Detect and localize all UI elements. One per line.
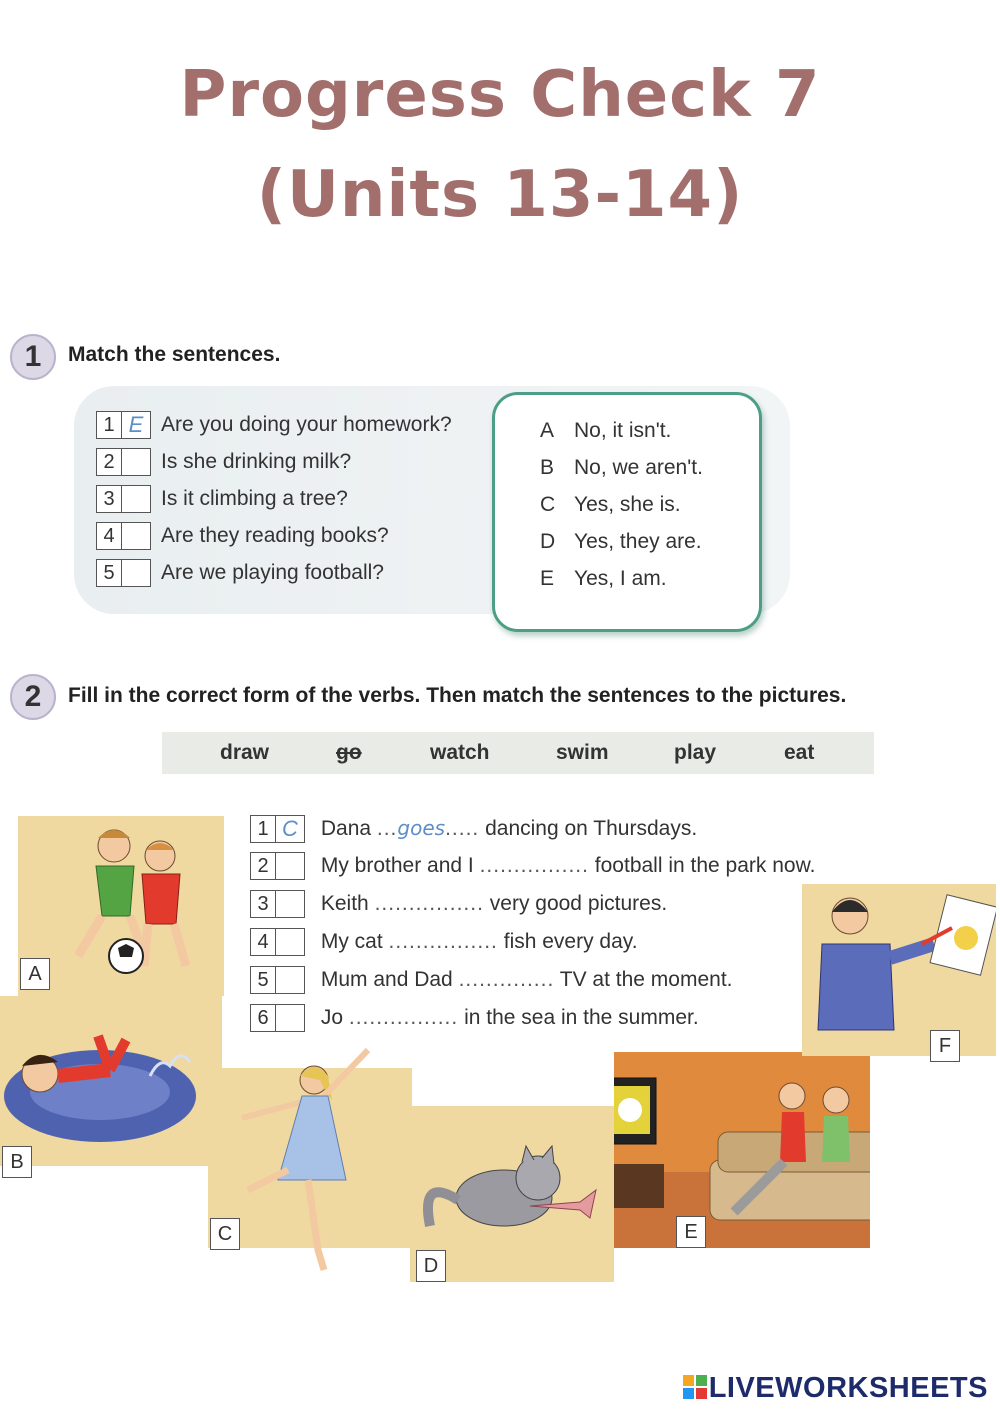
- question-text: Are you doing your homework?: [161, 413, 452, 437]
- sentence-start: My brother and I: [320, 854, 474, 878]
- answer-option: [540, 560, 703, 597]
- picture-e-tv: [614, 1052, 870, 1248]
- verb-option: watch: [430, 741, 490, 764]
- sentence-number: 1: [250, 815, 276, 843]
- exercise2-number: 2: [10, 674, 56, 720]
- answer-input[interactable]: [122, 485, 151, 513]
- verb-option: draw: [220, 741, 270, 764]
- verb-answer-input[interactable]: ................: [388, 930, 498, 953]
- verb-answer-input[interactable]: goes: [397, 816, 446, 840]
- picture-answer-input[interactable]: C: [276, 815, 305, 843]
- question-text: Are we playing football?: [161, 561, 384, 585]
- question-text: Is it climbing a tree?: [161, 487, 348, 511]
- question-number: 3: [96, 485, 122, 513]
- brand-name: LIVEWORKSHEETS: [708, 1372, 988, 1404]
- sentence-row: [250, 810, 815, 846]
- sentence-start: My cat: [320, 930, 383, 954]
- picture-b-swimming: [0, 996, 222, 1166]
- exercise2-sentences: [250, 810, 815, 1036]
- liveworksheets-brand[interactable]: [683, 1372, 988, 1405]
- exercise2-heading: Fill in the correct form of the verbs. Then match the sentences to the pictures.: [68, 684, 847, 707]
- picture-label: D: [416, 1250, 446, 1282]
- picture-f-drawing: [802, 884, 996, 1056]
- sentence-number: 6: [250, 1004, 276, 1032]
- question-row: [96, 447, 452, 477]
- answer-text: Yes, they are.: [574, 530, 702, 553]
- sentence-end: TV at the moment.: [559, 968, 733, 991]
- exercise1-number: 1: [10, 334, 56, 380]
- answer-letter: E: [540, 567, 555, 590]
- answer-text: No, it isn't.: [574, 419, 672, 442]
- picture-label: C: [210, 1218, 240, 1250]
- sentence-start: Dana: [320, 817, 372, 841]
- verb-answer-input[interactable]: ..............: [458, 968, 555, 991]
- answer-letter: A: [540, 419, 555, 442]
- answer-letter: C: [540, 493, 556, 516]
- answer-letter: B: [540, 456, 555, 479]
- picture-answer-input[interactable]: [276, 852, 305, 880]
- sentence-start: Jo: [320, 1006, 344, 1030]
- picture-answer-input[interactable]: [276, 928, 305, 956]
- exercise1-heading: Match the sentences.: [68, 343, 281, 366]
- answer-option: [540, 412, 703, 449]
- sentence-row: [250, 924, 815, 960]
- picture-c-dancer: [228, 1040, 388, 1284]
- sentence-row: [250, 1000, 815, 1036]
- question-row: [96, 558, 452, 588]
- answer-letter: D: [540, 530, 556, 553]
- answer-option: [540, 523, 703, 560]
- picture-answer-input[interactable]: [276, 1004, 305, 1032]
- question-row: [96, 521, 452, 551]
- answer-text: Yes, she is.: [574, 493, 681, 516]
- question-text: Is she drinking milk?: [161, 450, 352, 474]
- question-number: 1: [96, 411, 122, 439]
- sentence-row: [250, 886, 815, 922]
- picture-label: E: [676, 1216, 706, 1248]
- exercise1-questions: [96, 410, 452, 588]
- verb-option-used: go: [336, 741, 362, 764]
- question-number: 4: [96, 522, 122, 550]
- sentence-row: [250, 848, 815, 884]
- question-text: Are they reading books?: [161, 524, 389, 548]
- blank-dots: ...: [376, 817, 398, 840]
- liveworksheets-logo-icon: [683, 1375, 707, 1399]
- sentence-row: [250, 962, 815, 998]
- sentence-number: 3: [250, 890, 276, 918]
- sentence-start: Keith: [320, 892, 369, 916]
- answer-option: [540, 449, 703, 486]
- question-number: 2: [96, 448, 122, 476]
- question-row: [96, 410, 452, 440]
- answer-input[interactable]: [122, 559, 151, 587]
- verb-option: swim: [556, 741, 609, 764]
- sentence-end: very good pictures.: [489, 892, 668, 915]
- answer-text: No, we aren't.: [574, 456, 703, 479]
- sentence-end: dancing on Thursdays.: [485, 817, 698, 840]
- answer-text: Yes, I am.: [574, 567, 667, 590]
- answer-options: [540, 412, 703, 597]
- verb-answer-input[interactable]: ................: [348, 1006, 459, 1029]
- picture-label: F: [930, 1030, 960, 1062]
- verb-option: play: [674, 741, 717, 764]
- question-row: [96, 484, 452, 514]
- page-title-line1: Progress Check 7: [179, 58, 821, 132]
- picture-answer-input[interactable]: [276, 890, 305, 918]
- sentence-start: Mum and Dad: [320, 968, 453, 992]
- picture-label: A: [20, 958, 50, 990]
- verb-answer-input[interactable]: ................: [479, 854, 589, 877]
- verb-answer-input[interactable]: ................: [374, 892, 484, 915]
- answer-input[interactable]: E: [122, 411, 151, 439]
- sentence-end: fish every day.: [503, 930, 638, 953]
- answer-input[interactable]: [122, 522, 151, 550]
- sentence-end: football in the park now.: [594, 854, 816, 877]
- sentence-number: 2: [250, 852, 276, 880]
- verb-option: eat: [784, 741, 815, 764]
- sentence-number: 5: [250, 966, 276, 994]
- sentence-number: 4: [250, 928, 276, 956]
- blank-dots: .....: [445, 817, 480, 840]
- sentence-end: in the sea in the summer.: [464, 1006, 699, 1029]
- picture-answer-input[interactable]: [276, 966, 305, 994]
- question-number: 5: [96, 559, 122, 587]
- page-title-line2: (Units 13-14): [256, 158, 744, 232]
- answer-option: [540, 486, 703, 523]
- answer-input[interactable]: [122, 448, 151, 476]
- picture-label: B: [2, 1146, 32, 1178]
